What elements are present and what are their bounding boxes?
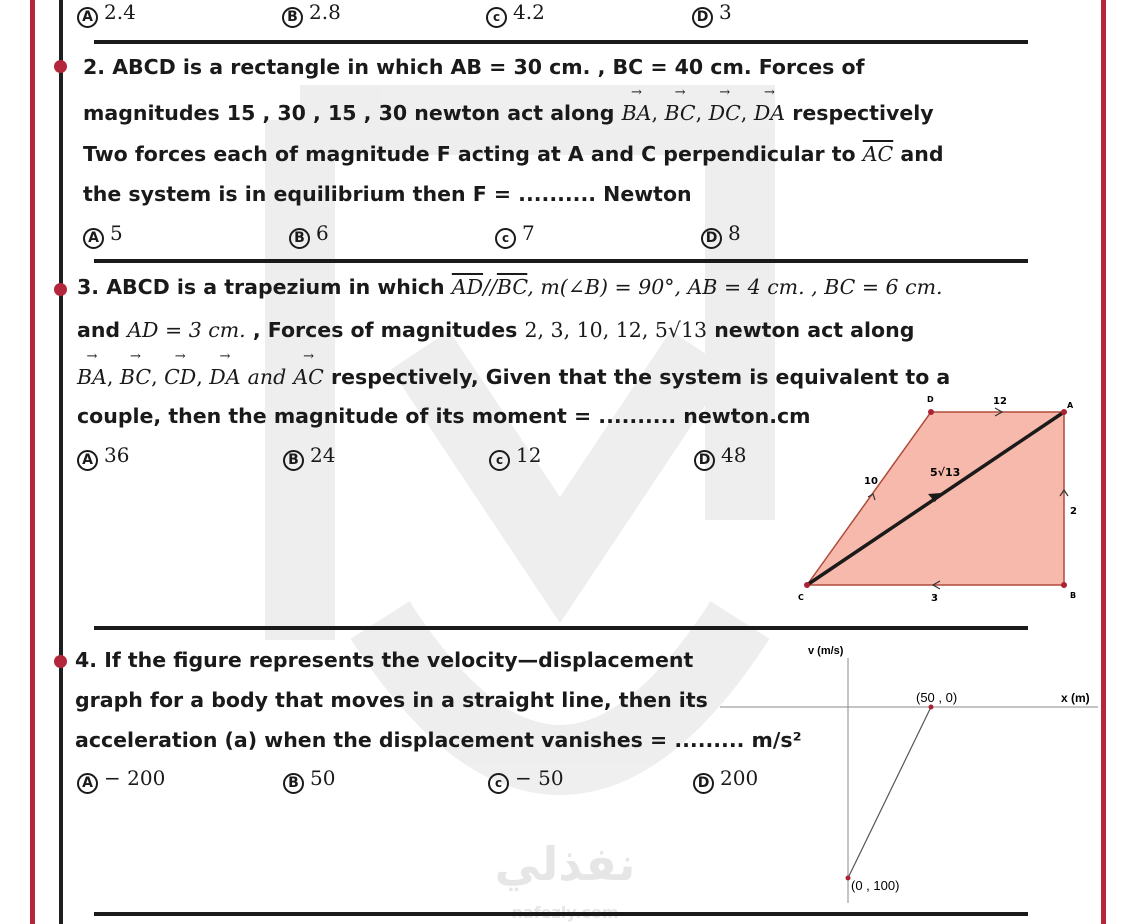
- q1-option-d-value: 3: [719, 0, 732, 24]
- q3-option-b-value: 24: [310, 443, 336, 467]
- force-top-label: 12: [993, 396, 1007, 407]
- q3-option-c[interactable]: [489, 445, 541, 471]
- q3-bullet: [54, 283, 67, 296]
- q2-option-d-value: 8: [728, 221, 741, 245]
- q4-option-c[interactable]: [488, 768, 564, 794]
- vertex-b-dot: [1061, 582, 1067, 588]
- point-50-0: [929, 705, 934, 710]
- q3-line-3-post: respectively, Given that the system is equivalent to a: [331, 365, 951, 389]
- q2-line-3-pre: Two forces each of magnitude F acting at A and C perpendicular to: [83, 142, 856, 166]
- q2-vector-4: → DA: [754, 103, 785, 124]
- q3-option-d-value: 48: [721, 443, 747, 467]
- q1-option-b-value: 2.8: [309, 0, 341, 24]
- q2-line-2-pre: magnitudes 15 , 30 , 15 , 30 newton act along: [83, 101, 615, 125]
- q4-option-b[interactable]: [283, 768, 335, 794]
- q2-line-2: magnitudes 15 , 30 , 15 , 30 newton act along → BA, → BC, → DC, → DA respectively: [83, 103, 934, 124]
- point-0-100: [846, 876, 851, 881]
- q3-vector-4: → DA: [209, 367, 240, 388]
- vertex-b-label: B: [1070, 591, 1077, 600]
- watermark-arabic-text: نفذلي: [494, 837, 636, 891]
- q3-line-1: [77, 277, 943, 298]
- q1-option-a-value: 2.4: [104, 0, 136, 24]
- q4-option-c-value: − 50: [515, 766, 564, 790]
- vertex-c-label: C: [798, 593, 804, 602]
- q2-vector-1: → BA: [622, 103, 652, 124]
- q3-and: and: [247, 365, 287, 389]
- option-b-circle: B: [282, 7, 303, 28]
- divider-4: [94, 912, 1028, 916]
- q3-option-a[interactable]: [77, 445, 129, 471]
- option-a-circle: A: [83, 228, 104, 249]
- q3-option-d[interactable]: [694, 445, 746, 471]
- q2-line-3-ac: $\overline{AC}$: [862, 142, 894, 166]
- q2-option-c[interactable]: [495, 223, 535, 249]
- q4-line-2: graph for a body that moves in a straight line, then its: [75, 688, 708, 712]
- option-c-circle: c: [486, 7, 507, 28]
- option-c-circle: c: [495, 228, 516, 249]
- q3-vector-1: → BA: [77, 367, 107, 388]
- q2-line-3-post: and: [900, 142, 944, 166]
- q2-line-4: the system is in equilibrium then F = .......... Newton: [83, 182, 692, 206]
- q3-line-1-parallel: //: [483, 275, 497, 299]
- option-b-circle: B: [283, 450, 304, 471]
- option-d-circle: D: [701, 228, 722, 249]
- q1-option-c[interactable]: [486, 2, 545, 28]
- option-d-circle: D: [692, 7, 713, 28]
- option-a-circle: A: [77, 450, 98, 471]
- q4-bullet: [54, 655, 67, 668]
- x-axis-label: x (m): [1061, 691, 1090, 705]
- q3-line-2-post: newton act along: [714, 318, 915, 342]
- q3-vector-3: → CD: [164, 367, 196, 388]
- q2-option-a-value: 5: [110, 221, 123, 245]
- q3-line-2-mid: , Forces of magnitudes: [252, 318, 518, 342]
- option-d-circle: D: [694, 450, 715, 471]
- q3-line-4: couple, then the magnitude of its moment = .......... newton.cm: [77, 404, 811, 428]
- option-c-circle: c: [489, 450, 510, 471]
- option-a-circle: A: [77, 773, 98, 794]
- q3-line-1-ad: $\overline{AD}$: [451, 275, 484, 299]
- q3-line-1-bc: $\overline{BC}$: [496, 275, 528, 299]
- divider-1: [94, 40, 1028, 44]
- vertex-d-dot: [928, 409, 934, 415]
- q1-option-c-value: 4.2: [513, 0, 545, 24]
- q3-trapezium-figure: [780, 390, 1100, 615]
- q2-bullet: [54, 60, 67, 73]
- q2-option-a[interactable]: [83, 223, 123, 249]
- q3-vector-5: → AC: [293, 367, 324, 388]
- option-c-circle: c: [488, 773, 509, 794]
- point-2-label: (0 , 100): [851, 878, 900, 893]
- force-right-label: 2: [1070, 506, 1077, 517]
- q4-option-b-value: 50: [310, 766, 336, 790]
- q2-vector-2: → BC: [664, 103, 695, 124]
- q3-line-1-math: , m(∠B) = 90°, AB = 4 cm. , BC = 6 cm.: [527, 275, 943, 299]
- divider-2: [94, 259, 1028, 263]
- q3-line-2: [77, 320, 914, 341]
- q2-line-3: [83, 144, 944, 165]
- q2-line-1: 2. ABCD is a rectangle in which AB = 30 cm. , BC = 40 cm. Forces of: [83, 55, 865, 79]
- q2-vector-3: → DC: [709, 103, 741, 124]
- option-a-circle: A: [77, 7, 98, 28]
- q1-option-a[interactable]: [77, 2, 136, 28]
- velocity-line: [848, 707, 931, 878]
- q4-velocity-graph: [720, 638, 1100, 908]
- force-diagonal-label: 5√13: [930, 466, 961, 479]
- q3-line-2-and: and: [77, 318, 121, 342]
- divider-3: [94, 626, 1028, 630]
- q3-line-1-pre: 3. ABCD is a trapezium in which: [77, 275, 445, 299]
- q4-line-1: 4. If the figure represents the velocity—displacement: [75, 648, 694, 672]
- q4-option-a-value: − 200: [104, 766, 166, 790]
- q2-line-2-post: respectively: [792, 101, 934, 125]
- q3-line-2-values: 2, 3, 10, 12, 5√13: [524, 318, 708, 342]
- y-axis-label: v (m/s): [808, 645, 844, 657]
- vertex-a-label: A: [1067, 401, 1074, 410]
- option-b-circle: B: [289, 228, 310, 249]
- q2-option-b-value: 6: [316, 221, 329, 245]
- q3-option-c-value: 12: [516, 443, 542, 467]
- vertex-c-dot: [804, 582, 810, 588]
- q3-option-b[interactable]: [283, 445, 335, 471]
- q1-option-d[interactable]: [692, 2, 732, 28]
- q4-option-a[interactable]: [77, 768, 165, 794]
- q3-option-a-value: 36: [104, 443, 130, 467]
- option-b-circle: B: [283, 773, 304, 794]
- q3-line-3: → BA, → BC, → CD, → DA and → AC respectively, Given that the system is equivalent to a: [77, 367, 950, 388]
- option-d-circle: D: [693, 773, 714, 794]
- point-1-label: (50 , 0): [916, 690, 958, 705]
- q3-line-2-math: AD = 3 cm.: [127, 318, 246, 342]
- q2-option-d[interactable]: [701, 223, 741, 249]
- force-left-label: 10: [864, 476, 878, 487]
- q1-option-b[interactable]: [282, 2, 341, 28]
- q4-option-d-value: 200: [720, 766, 759, 790]
- vertex-d-label: D: [927, 395, 934, 404]
- q3-vector-2: → BC: [120, 367, 151, 388]
- q4-line-3: acceleration (a) when the displacement vanishes = ......... m/s²: [75, 728, 802, 752]
- q2-option-c-value: 7: [522, 221, 535, 245]
- force-bottom-label: 3: [931, 593, 938, 604]
- q2-option-b[interactable]: [289, 223, 329, 249]
